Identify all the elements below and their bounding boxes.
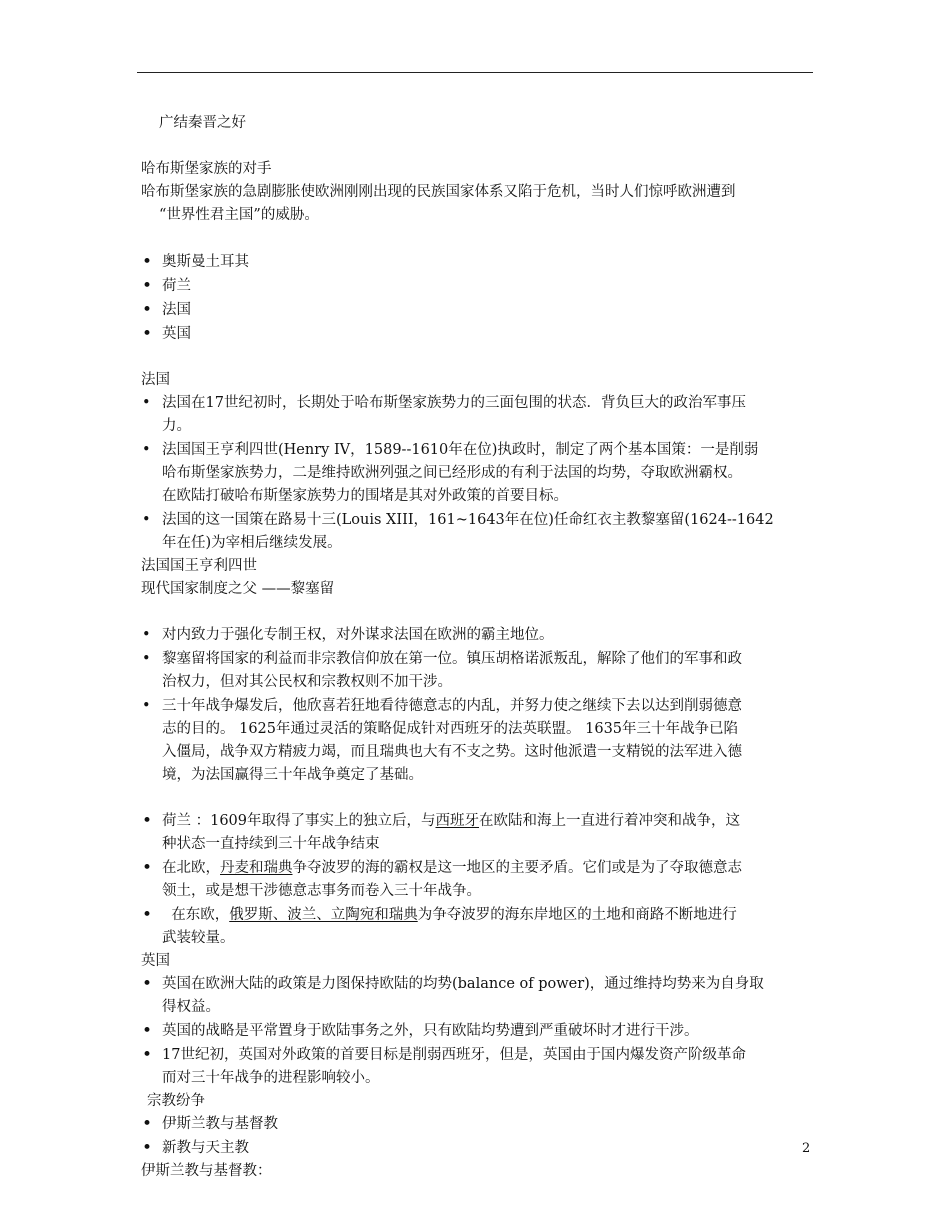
header-rule xyxy=(137,72,813,73)
list-item-line: 力。 xyxy=(162,418,191,434)
intro-line: 广结秦晋之好 xyxy=(159,115,246,131)
list-item-line: 而对三十年战争的进程影响较小。 xyxy=(162,1070,380,1086)
text-run: 为争夺波罗的海东岸地区的土地和商路不断地进行 xyxy=(417,907,737,923)
list-item xyxy=(141,695,813,787)
document-body xyxy=(141,112,813,1183)
heading-henry: 法国国王亨利四世 xyxy=(141,558,257,574)
list-item-line: 种状态一直持续到三十年战争结束 xyxy=(162,836,380,852)
list-item xyxy=(141,810,813,856)
list-item-line: 武装较量。 xyxy=(162,930,235,946)
list-item xyxy=(141,509,813,555)
heading-islam: 伊斯兰教与基督教： xyxy=(141,1163,272,1179)
list-item-line: • 三十年战争爆发后，他欣喜若狂地看待德意志的内乱，并努力使之继续下去以达到削弱德意 xyxy=(162,698,742,714)
list-item-line: • 17世纪初，英国对外政策的首要目标是削弱西班牙，但是，英国由于国内爆发资产阶级革命 xyxy=(162,1047,746,1063)
heading-richelieu: 现代国家制度之父 ——黎塞留 xyxy=(141,581,335,597)
underlined-term: 西班牙 xyxy=(435,813,480,829)
list-item xyxy=(141,439,813,508)
list-item-line: 治权力，但对其公民权和宗教权则不加干涉。 xyxy=(162,674,452,690)
list-item-line: • 对内致力于强化专制王权，对外谋求法国在欧洲的霸主地位。 xyxy=(162,627,554,643)
list-item-line: • 法国在17世纪初时，长期处于哈布斯堡家族势力的三面包围的状态．背负巨大的政治军事压 xyxy=(162,395,746,411)
heading-france: 法国 xyxy=(141,372,170,388)
text-run: 荷兰 ：1609年取得了事实上的独立后，与 xyxy=(162,813,436,829)
list-item-line: 领土，或是想干涉德意志事务而卷入三十年战争。 xyxy=(162,883,481,899)
religion-list xyxy=(141,1113,813,1160)
list-item xyxy=(141,973,813,1019)
heading-rivals: 哈布斯堡家族的对手 xyxy=(141,161,272,177)
list-item: • 法国 xyxy=(141,299,813,322)
list-item xyxy=(141,392,813,438)
list-item xyxy=(141,904,813,950)
list-item xyxy=(141,648,813,694)
heading-religion: 宗教纷争 xyxy=(147,1093,205,1109)
list-item-line: 在欧陆打破哈布斯堡家族势力的围堵是其对外政策的首要目标。 xyxy=(162,488,568,504)
england-list xyxy=(141,973,813,1090)
france-list xyxy=(141,392,813,555)
list-item-line: 得权益。 xyxy=(162,999,220,1015)
paragraph-rivals-cont: “世界性君主国”的威胁。 xyxy=(159,207,319,223)
list-item xyxy=(141,857,813,903)
list-item-line: • 英国在欧洲大陆的政策是力图保持欧陆的均势(balance of power)，通过维持均势来为自身取 xyxy=(162,976,764,992)
list-item-line xyxy=(162,904,813,927)
list-item: • 新教与天主教 xyxy=(141,1137,813,1160)
list-item-line: 年在任)为宰相后继续发展。 xyxy=(162,535,342,551)
list-item: • 英国 xyxy=(141,323,813,346)
list-item xyxy=(141,624,813,647)
text-run: 争夺波罗的海的霸权是这一地区的主要矛盾。它们或是为了夺取德意志 xyxy=(292,860,742,876)
list-item-line: 志的目的。 1625年通过灵活的策略促成针对西班牙的法英联盟。 1635年三十年战争已陷 xyxy=(162,721,739,737)
list-item-line xyxy=(162,810,813,833)
underlined-term: 丹麦和瑞典 xyxy=(220,860,293,876)
list-item-line xyxy=(162,857,813,880)
list-item xyxy=(141,1044,813,1090)
list-item: • 荷兰 xyxy=(141,275,813,298)
list-item-line: 入僵局，战争双方精疲力竭，而且瑞典也大有不支之势。这时他派遣一支精锐的法军进入德 xyxy=(162,744,742,760)
text-run: 在东欧， xyxy=(171,907,230,923)
list-item-line: • 法国的这一国策在路易十三(Louis XIII，161~1643年在位)任命红衣主教黎塞留(1624--1642 xyxy=(162,512,774,528)
text-run: 在北欧， xyxy=(162,860,220,876)
list-item-line: 境，为法国赢得三十年战争奠定了基础。 xyxy=(162,767,423,783)
page-number: 2 xyxy=(802,1141,811,1156)
list-item xyxy=(141,1020,813,1043)
heading-england: 英国 xyxy=(141,953,170,969)
list-item-line: • 法国国王亨利四世(Henry IV，1589--1610年在位)执政时，制定了两个基本国策：一是削弱 xyxy=(162,442,759,458)
underlined-term: 俄罗斯、波兰、立陶宛和瑞典 xyxy=(229,907,418,923)
paragraph-rivals: 哈布斯堡家族的急剧膨胀使欧洲刚刚出现的民族国家体系又陷于危机，当时人们惊呼欧洲遭到 xyxy=(141,184,736,200)
list-item-line: 哈布斯堡家族势力，二是维持欧洲列强之间已经形成的有利于法国的均势，夺取欧洲霸权。 xyxy=(162,465,742,481)
regions-list xyxy=(141,810,813,950)
rivals-list xyxy=(141,251,813,346)
list-item-line: • 英国的战略是平常置身于欧陆事务之外，只有欧陆均势遭到严重破坏时才进行干涉。 xyxy=(162,1023,699,1039)
list-item-line: • 黎塞留将国家的利益而非宗教信仰放在第一位。镇压胡格诺派叛乱，解除了他们的军事和政 xyxy=(162,651,742,667)
richelieu-list xyxy=(141,624,813,787)
list-item: • 奥斯曼土耳其 xyxy=(141,251,813,274)
text-run: 在欧陆和海上一直进行着冲突和战争，这 xyxy=(479,813,741,829)
list-item: • 伊斯兰教与基督教 xyxy=(141,1113,813,1136)
